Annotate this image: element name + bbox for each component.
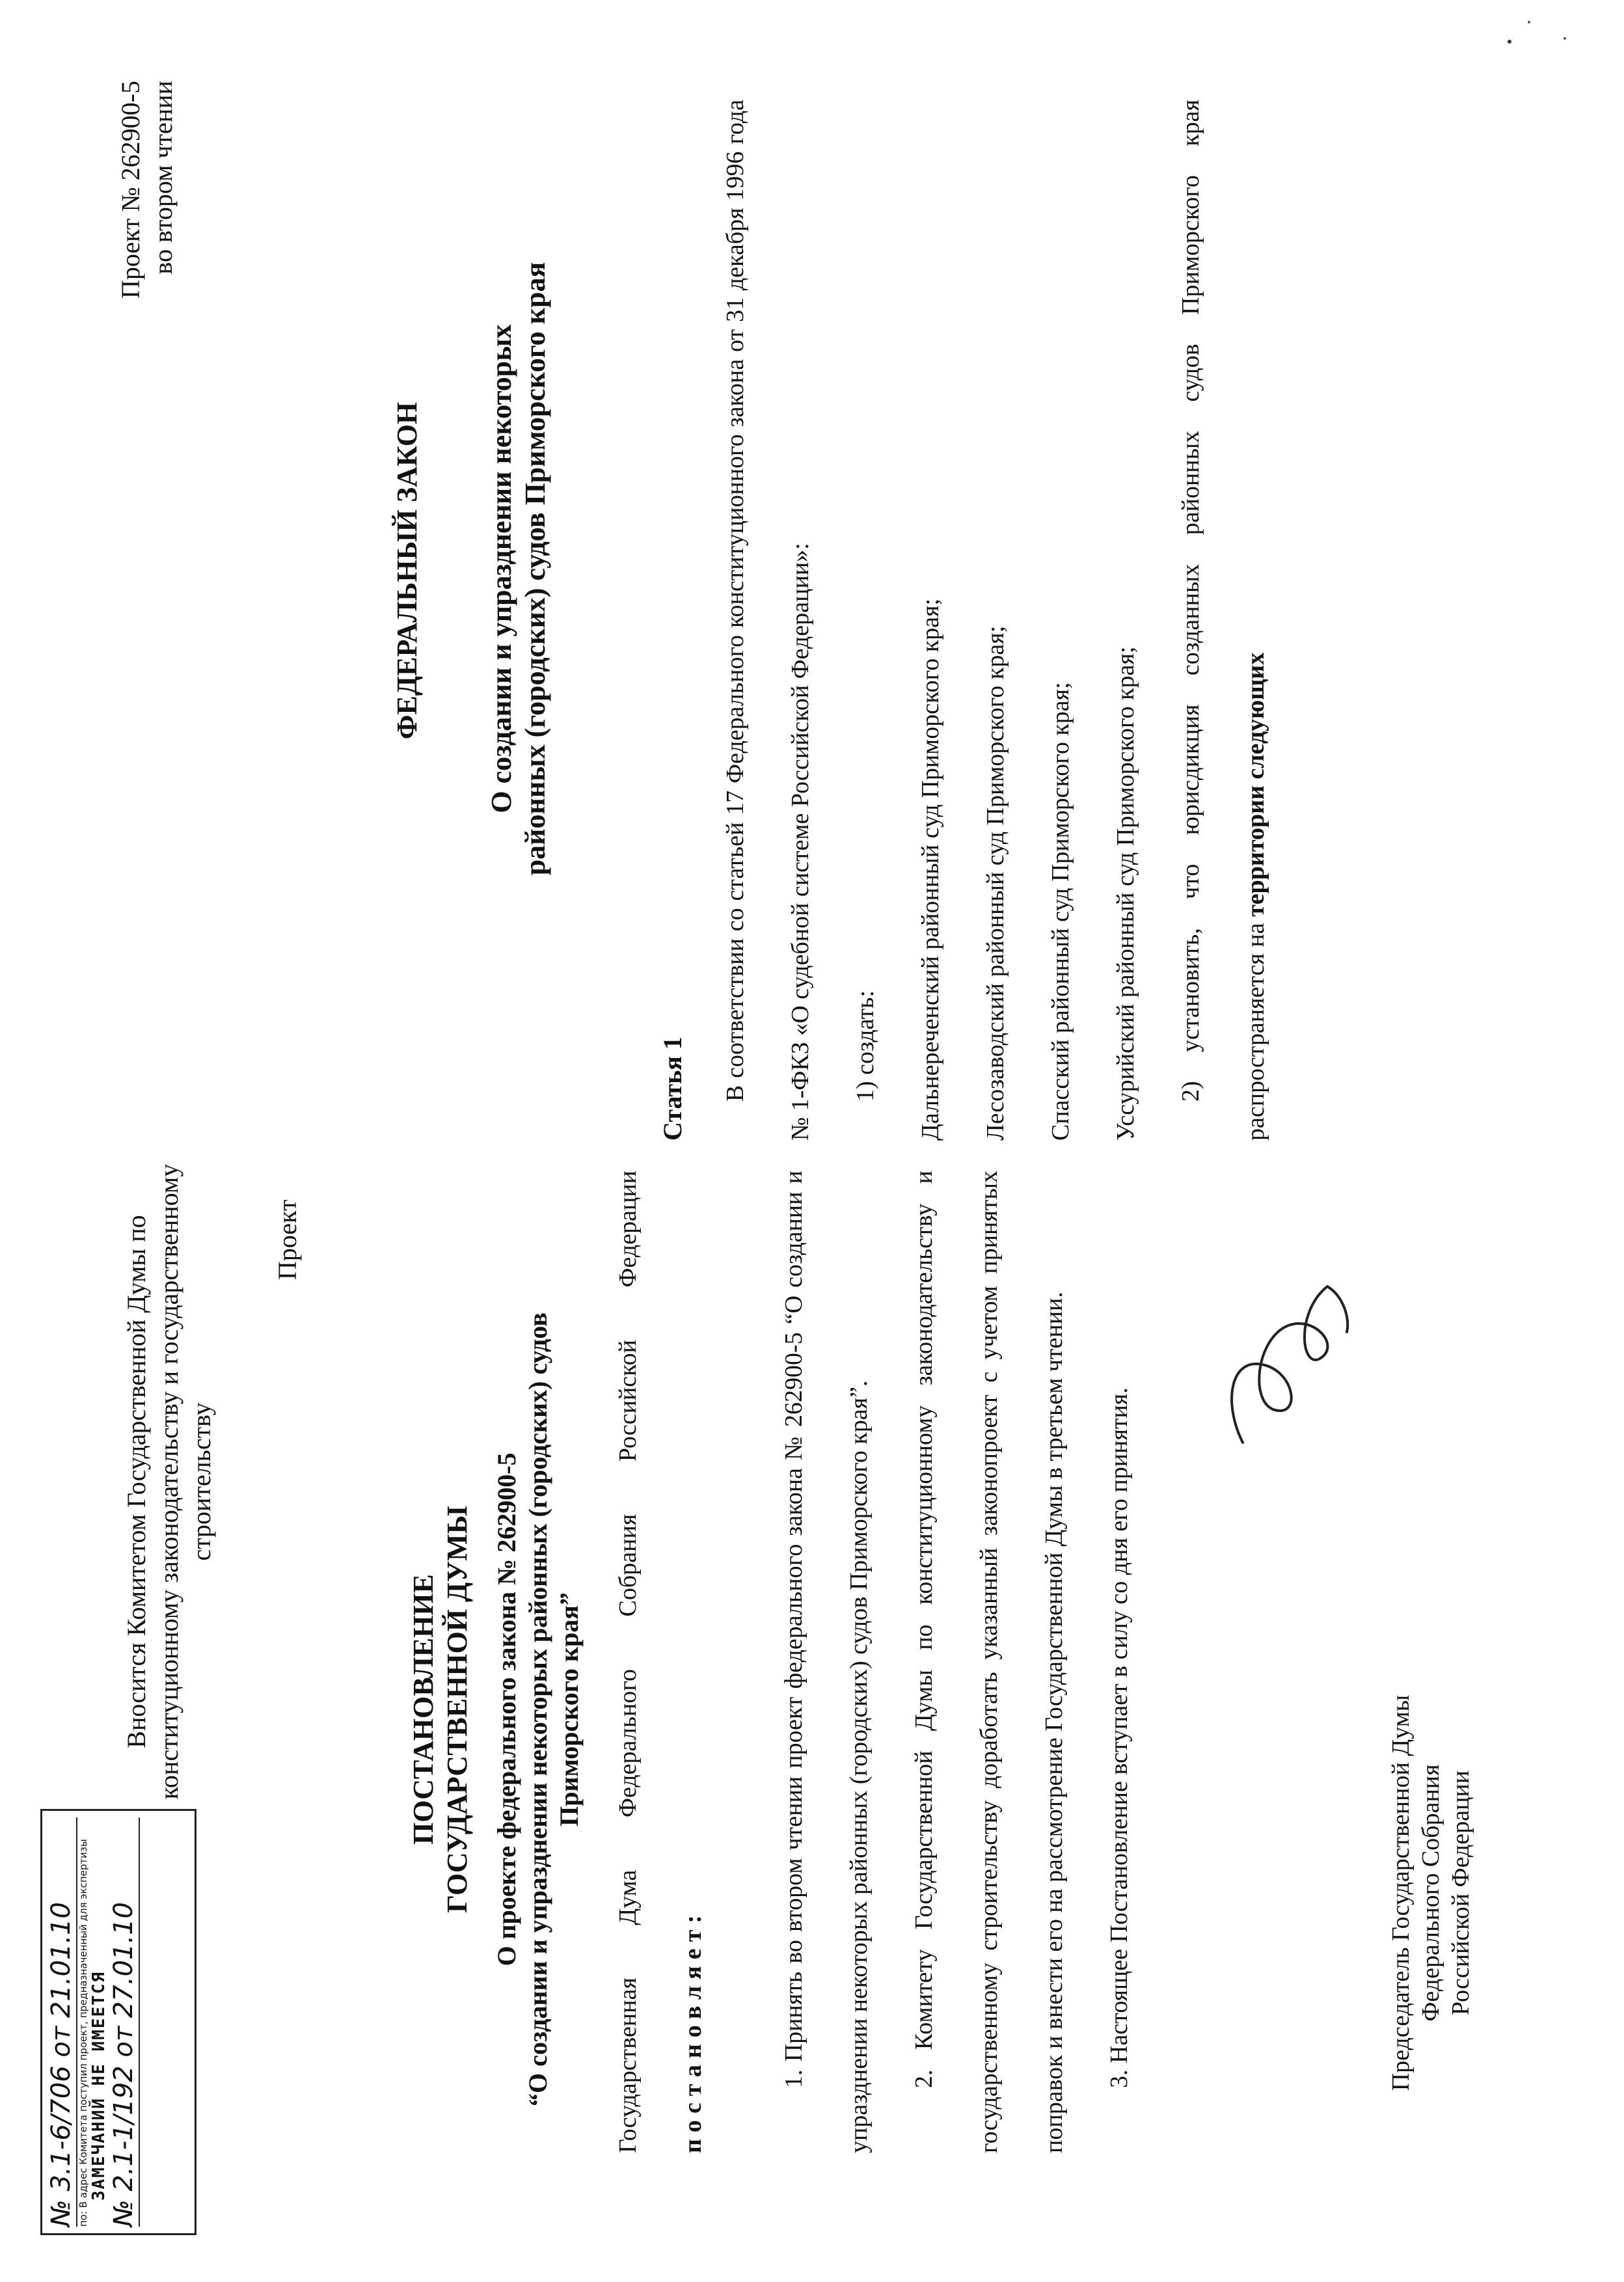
resolution-subject [491, 1267, 585, 2152]
article-item-2-text: 2) установить, что юрисдикция созданных районных судов Приморского края распространяется на [1177, 100, 1269, 1141]
draft-label: Проект [273, 1199, 302, 1280]
court-item-3: Спасский районный суд Приморского края; [1047, 682, 1074, 1141]
create-label: 1) создать: [852, 990, 879, 1102]
court-item-4: Уссурийский районный суд Приморского края; [1112, 646, 1139, 1141]
resolution-subject-line1: О проекте федерального закона № 262900-5 [492, 1452, 521, 1966]
decree-item-2: 2. Комитету Государственной Думы по конституционному законодательству и государственному строительству доработать указанный законопроект с учетом принятых поправок и внести его на рассмотрение Государственной Думы в третьем чтении. [910, 1171, 1068, 2153]
law-title-line1: О создании и упразднении некоторых [485, 324, 517, 813]
article-item-2-bold: территории следующих [1242, 652, 1269, 917]
resolution-subject-line3: Приморского края” [554, 1592, 584, 1827]
decrees-intro: Государственная Дума Федерального Собрания Российской Федерации [614, 1171, 642, 2153]
introduced-by-note: Вносится Комитетом Государственной Думы по конституционному законодательству и государственному строительству [122, 1163, 216, 1800]
resolution-title [407, 1410, 474, 2009]
stamp-response-number: № 2.1-1/192 от 27.01.10 [109, 1817, 140, 2227]
signature-line2: Федерального Собрания [1417, 1764, 1444, 2022]
court-item-1: Дальнереченский районный суд Приморского края; [917, 598, 944, 1141]
resolution-page [0, 1141, 1624, 2282]
court-item-2: Лесозаводский районный суд Приморского края; [982, 625, 1009, 1141]
decree-item-1: 1. Принять во втором чтении проект федерального закона № 262900-5 “О создании и упразднении некоторых районных (городских) судов Приморского края”. [780, 1171, 873, 2153]
signature-line3: Российской Федерации [1447, 1770, 1474, 2016]
stamp-no-remarks: ЗАМЕЧАНИЙ НЕ ИМЕЕТСЯ [89, 1970, 109, 2201]
article-body [703, 100, 1288, 1141]
article-intro: В соответствии со статьей 17 Федерального конституционного закона от 31 декабря 1996 года № 1-ФКЗ «О судебной системе Российской Федерации»: [722, 100, 814, 1141]
decrees-paragraph [595, 1171, 725, 2153]
law-title-line2: районных (городских) судов Приморского края [519, 262, 551, 876]
law-heading: ФЕДЕРАЛЬНЫЙ ЗАКОН [391, 401, 423, 740]
law-title [485, 126, 552, 1011]
registration-stamp [40, 1809, 196, 2235]
signature-block [1386, 1633, 1476, 2153]
handwritten-signature [1217, 1273, 1360, 1456]
resolution-subject-line2: “О создании и упразднении некоторых районных (городских) судов [523, 1312, 552, 2106]
stamp-note: по: В адрес Комитета поступил проект, предназначенный для экспертизы [77, 1839, 89, 2227]
stamp-registration-number: № 3.1-6/706 от 21.01.10 [46, 1817, 77, 2227]
bill-number: Проект № 262900-5 [116, 81, 145, 299]
resolution-title-line2: ГОСУДАРСТВЕННОЙ ДУМЫ [441, 1506, 473, 1913]
decrees-word: постановляет: [679, 1908, 707, 2153]
signature-line1: Председатель Государственной Думы [1387, 1694, 1414, 2091]
article-heading: Статья 1 [658, 1037, 687, 1141]
resolution-title-line1: ПОСТАНОВЛЕНИЕ [407, 1574, 439, 1845]
scan-marks [1503, 9, 1581, 48]
bill-status [115, 81, 180, 374]
article-item-2 [1158, 100, 1288, 1141]
decree-item-3: 3. Настоящее Постановление вступает в силу со дня его принятия. [1105, 1387, 1133, 2088]
bill-reading: во втором чтении [148, 81, 178, 275]
decree-items [761, 1171, 1152, 2153]
